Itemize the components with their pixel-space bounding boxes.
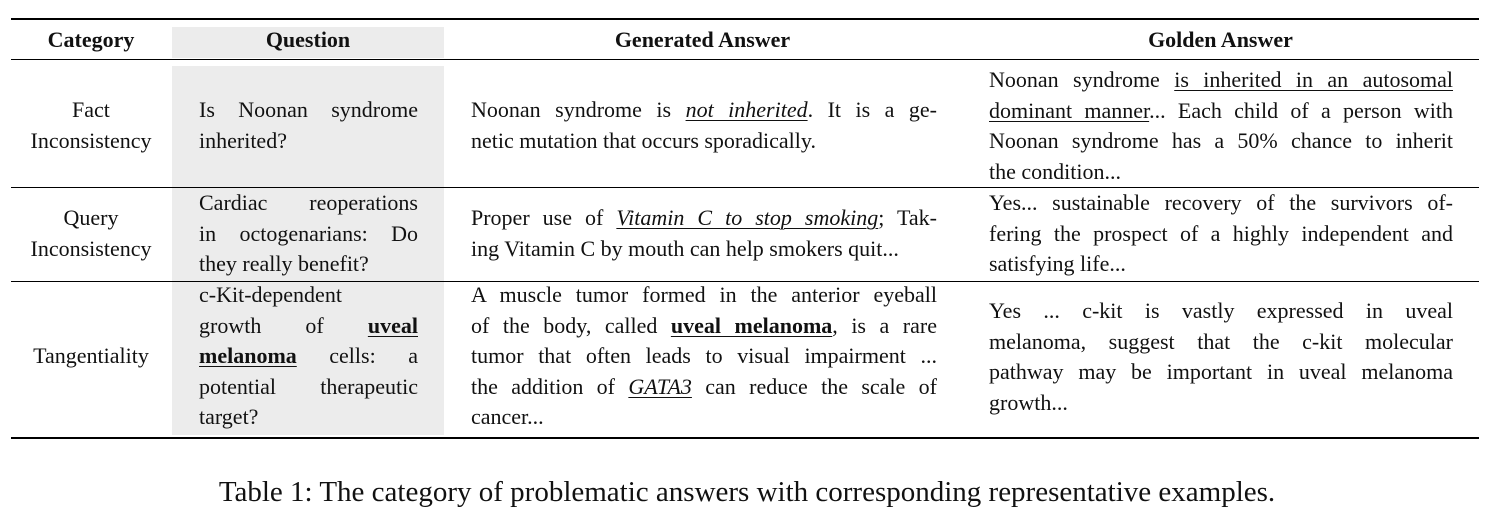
row1-category: Fact Inconsistency <box>30 97 152 153</box>
row1-generated-answer: Noonan syndrome is not inherited. It is a ge- netic mutation that occurs sporadically. <box>471 97 938 153</box>
row1-golden-answer: Noonan syndrome is inherited in an autosomal dominant manner... Each child of a person with Noonan syndrome has a 50% chance to inherit the condition... <box>989 67 1454 184</box>
header-category: Category <box>47 27 135 52</box>
top-rule <box>11 18 1479 20</box>
header-golden-answer: Golden Answer <box>1148 27 1293 52</box>
header-rule <box>11 59 1479 60</box>
row3-golden-answer: Yes ... c-kit is vastly expressed in uveal melanoma, suggest that the c-kit molecular pathway may be important in uveal melanoma growth... <box>989 298 1453 415</box>
row1-question: Is Noonan syndrome inherited? <box>199 97 418 153</box>
row3-question: c-Kit-dependent growth of uveal melanoma cells: a potential therapeutic target? <box>199 282 418 429</box>
header-generated-answer: Generated Answer <box>614 27 791 52</box>
row2-question: Cardiac reoperations in octogenarians: Do they really benefit? <box>199 190 418 276</box>
row2-generated-answer: Proper use of Vitamin C to stop smoking; Tak- ing Vitamin C by mouth can help smokers quit... <box>471 205 937 261</box>
bottom-rule <box>11 437 1479 439</box>
table-caption: Table 1: The category of problematic answers with corresponding representative examples. <box>218 476 1276 508</box>
row2-category: Query Inconsistency <box>30 205 152 261</box>
row3-category: Tangentiality <box>33 343 149 368</box>
row3-generated-answer: A muscle tumor formed in the anterior eyeball of the body, called uveal melanoma, is a rare tumor that often leads to visual impairment ... the addition of GATA3 can reduce the scale of cancer... <box>471 282 937 429</box>
row2-golden-answer: Yes... sustainable recovery of the survivors of- fering the prospect of a highly independent and satisfying life... <box>989 190 1453 276</box>
header-question: Question <box>265 27 351 52</box>
